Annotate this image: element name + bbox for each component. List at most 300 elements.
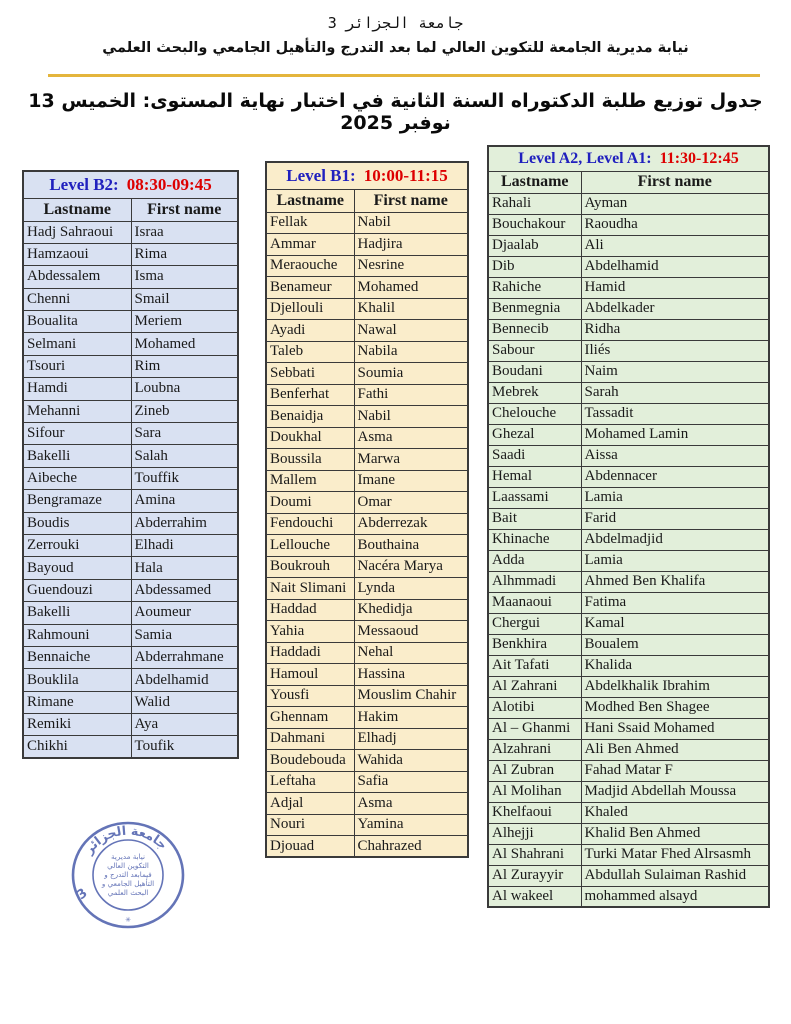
lastname-cell: Fendouchi: [266, 513, 354, 535]
firstname-cell: Hamid: [581, 277, 769, 298]
table-row: [488, 655, 769, 676]
column-header-firstname: First name: [131, 198, 238, 221]
firstname-cell: Nacéra Marya: [354, 556, 468, 578]
lastname-cell: Bennecib: [488, 319, 581, 340]
table-row: [266, 556, 468, 578]
table-row: [488, 676, 769, 697]
firstname-cell: Hadjira: [354, 234, 468, 256]
firstname-cell: Israa: [131, 221, 238, 243]
stamp-inner-line: التأهيل الجامعي و: [101, 879, 155, 888]
table-row: [488, 445, 769, 466]
table-row: [488, 403, 769, 424]
lastname-cell: Al Molihan: [488, 781, 581, 802]
table-row: [23, 266, 238, 288]
table-row: [488, 739, 769, 760]
table-title: [488, 146, 769, 171]
firstname-cell: Loubna: [131, 378, 238, 400]
lastname-cell: Benaidja: [266, 406, 354, 428]
table-title-row: [23, 171, 238, 198]
firstname-cell: Abdelhamid: [581, 256, 769, 277]
table-row: [266, 384, 468, 406]
lastname-cell: Benkhira: [488, 634, 581, 655]
column-header-row: [23, 198, 238, 221]
table-row: [23, 243, 238, 265]
table-row: [488, 361, 769, 382]
lastname-cell: Hamzaoui: [23, 243, 131, 265]
table-row: [266, 664, 468, 686]
table-row: [488, 298, 769, 319]
lastname-cell: Mehanni: [23, 400, 131, 422]
column-header-lastname: Lastname: [266, 189, 354, 212]
firstname-cell: Fatima: [581, 592, 769, 613]
lastname-cell: Rahiche: [488, 277, 581, 298]
firstname-cell: Nehal: [354, 642, 468, 664]
firstname-cell: mohammed alsayd: [581, 886, 769, 907]
firstname-cell: Nesrine: [354, 255, 468, 277]
table-row: [23, 669, 238, 691]
column-header-row: [488, 171, 769, 193]
stamp-inner-line: فيمابعد التدرج و: [104, 870, 152, 879]
table-row: [266, 212, 468, 234]
firstname-cell: Asma: [354, 427, 468, 449]
lastname-cell: Bennaiche: [23, 646, 131, 668]
firstname-cell: Khaled: [581, 802, 769, 823]
table-row: [266, 255, 468, 277]
table-row: [23, 714, 238, 736]
firstname-cell: Rima: [131, 243, 238, 265]
firstname-cell: Hakim: [354, 707, 468, 729]
firstname-cell: Ali Ben Ahmed: [581, 739, 769, 760]
lastname-cell: Bakelli: [23, 602, 131, 624]
time-label: 11:30-12:45: [659, 149, 739, 167]
university-name: جامعة الجزائر 3: [327, 14, 464, 32]
firstname-cell: Wahida: [354, 750, 468, 772]
lastname-cell: Taleb: [266, 341, 354, 363]
lastname-cell: Al wakeel: [488, 886, 581, 907]
table-row: [266, 836, 468, 858]
page-title: جدول توزيع طلبة الدكتوراه السنة الثانية في اختبار نهاية المستوى: الخميس 13 نوفبر 2025: [28, 90, 763, 134]
table-row: [488, 466, 769, 487]
firstname-cell: Farid: [581, 508, 769, 529]
table-row: [266, 621, 468, 643]
firstname-cell: Madjid Abdellah Moussa: [581, 781, 769, 802]
time-label: 08:30-09:45: [126, 174, 212, 194]
table-row: [266, 578, 468, 600]
firstname-cell: Mohamed Lamin: [581, 424, 769, 445]
firstname-cell: Tassadit: [581, 403, 769, 424]
lastname-cell: Leftaha: [266, 771, 354, 793]
firstname-cell: Hassina: [354, 664, 468, 686]
table-title-row: [488, 146, 769, 171]
table-row: [488, 487, 769, 508]
firstname-cell: Lynda: [354, 578, 468, 600]
table-row: [488, 760, 769, 781]
lastname-cell: Remiki: [23, 714, 131, 736]
table-row: [488, 613, 769, 634]
lastname-cell: Aibeche: [23, 467, 131, 489]
table-row: [488, 886, 769, 907]
table-row: [23, 445, 238, 467]
lastname-cell: Saadi: [488, 445, 581, 466]
firstname-cell: Bouthaina: [354, 535, 468, 557]
lastname-cell: Bakelli: [23, 445, 131, 467]
table-row: [266, 707, 468, 729]
table-row: [488, 844, 769, 865]
table-row: [266, 771, 468, 793]
firstname-cell: Nabil: [354, 212, 468, 234]
table-row: [266, 298, 468, 320]
lastname-cell: Sabour: [488, 340, 581, 361]
firstname-cell: Mohamed: [131, 333, 238, 355]
lastname-cell: Rimane: [23, 691, 131, 713]
lastname-cell: Haddad: [266, 599, 354, 621]
firstname-cell: Mouslim Chahir: [354, 685, 468, 707]
firstname-cell: Ridha: [581, 319, 769, 340]
lastname-cell: Alhejji: [488, 823, 581, 844]
firstname-cell: Walid: [131, 691, 238, 713]
firstname-cell: Ali: [581, 235, 769, 256]
firstname-cell: Khalid Ben Ahmed: [581, 823, 769, 844]
firstname-cell: Abdennacer: [581, 466, 769, 487]
firstname-cell: Marwa: [354, 449, 468, 471]
firstname-cell: Salah: [131, 445, 238, 467]
firstname-cell: Lamia: [581, 550, 769, 571]
lastname-cell: Hadj Sahraoui: [23, 221, 131, 243]
table-row: [488, 823, 769, 844]
table-row: [23, 378, 238, 400]
lastname-cell: Chenni: [23, 288, 131, 310]
table-row: [266, 449, 468, 471]
firstname-cell: Modhed Ben Shagee: [581, 697, 769, 718]
firstname-cell: Asma: [354, 793, 468, 815]
lastname-cell: Dahmani: [266, 728, 354, 750]
lastname-cell: Chelouche: [488, 403, 581, 424]
lastname-cell: Haddadi: [266, 642, 354, 664]
lastname-cell: Zerrouki: [23, 534, 131, 556]
table-row: [23, 624, 238, 646]
lastname-cell: Boualita: [23, 311, 131, 333]
table-row: [488, 718, 769, 739]
lastname-cell: Hemal: [488, 466, 581, 487]
table-row: [266, 320, 468, 342]
firstname-cell: Mohamed: [354, 277, 468, 299]
stamp-inner-line: البحث العلمي: [107, 888, 149, 897]
lastname-cell: Chikhi: [23, 736, 131, 758]
time-label: 10:00-11:15: [363, 165, 448, 185]
firstname-cell: Toufik: [131, 736, 238, 758]
lastname-cell: Boudani: [488, 361, 581, 382]
firstname-cell: Elhadj: [354, 728, 468, 750]
level-label: Level B2:: [49, 174, 119, 194]
lastname-cell: Abdessalem: [23, 266, 131, 288]
table-row: [23, 579, 238, 601]
table-row: [266, 492, 468, 514]
lastname-cell: Rahmouni: [23, 624, 131, 646]
lastname-cell: Fellak: [266, 212, 354, 234]
table-title: [266, 162, 468, 189]
firstname-cell: Imane: [354, 470, 468, 492]
table-row: [23, 355, 238, 377]
stamp-ring-text: جامعة الجزائر: [80, 822, 171, 857]
lastname-cell: Lellouche: [266, 535, 354, 557]
firstname-cell: Nabil: [354, 406, 468, 428]
table-row: [266, 728, 468, 750]
firstname-cell: Abderrahmane: [131, 646, 238, 668]
lastname-cell: Alhmmadi: [488, 571, 581, 592]
table-row: [266, 535, 468, 557]
firstname-cell: Sara: [131, 423, 238, 445]
lastname-cell: Djellouli: [266, 298, 354, 320]
table-title: [23, 171, 238, 198]
firstname-cell: Nabila: [354, 341, 468, 363]
table-row: [266, 363, 468, 385]
table-row: [23, 557, 238, 579]
lastname-cell: Benferhat: [266, 384, 354, 406]
firstname-cell: Khalil: [354, 298, 468, 320]
firstname-cell: Safia: [354, 771, 468, 793]
firstname-cell: Samia: [131, 624, 238, 646]
table-row: [266, 814, 468, 836]
firstname-cell: Elhadi: [131, 534, 238, 556]
firstname-cell: Abdelhamid: [131, 669, 238, 691]
table-row: [266, 277, 468, 299]
table-row: [488, 550, 769, 571]
table-row: [266, 685, 468, 707]
firstname-cell: Meriem: [131, 311, 238, 333]
table-row: [488, 571, 769, 592]
lastname-cell: Hamoul: [266, 664, 354, 686]
lastname-cell: Guendouzi: [23, 579, 131, 601]
lastname-cell: Yahia: [266, 621, 354, 643]
lastname-cell: Yousfi: [266, 685, 354, 707]
table-row: [23, 512, 238, 534]
table-row: [23, 423, 238, 445]
lastname-cell: Boussila: [266, 449, 354, 471]
lastname-cell: Al Zubran: [488, 760, 581, 781]
table-row: [488, 865, 769, 886]
firstname-cell: Soumia: [354, 363, 468, 385]
table-row: [23, 467, 238, 489]
table-row: [23, 490, 238, 512]
table-row: [488, 781, 769, 802]
table-row: [23, 602, 238, 624]
table-row: [488, 256, 769, 277]
firstname-cell: Fahad Matar F: [581, 760, 769, 781]
lastname-cell: Bouchakour: [488, 214, 581, 235]
table-row: [23, 736, 238, 758]
header-divider: [48, 74, 760, 77]
firstname-cell: Abdelkader: [581, 298, 769, 319]
firstname-cell: Hani Ssaid Mohamed: [581, 718, 769, 739]
lastname-cell: Ait Tafati: [488, 655, 581, 676]
table-row: [488, 592, 769, 613]
firstname-cell: Kamal: [581, 613, 769, 634]
lastname-cell: Mebrek: [488, 382, 581, 403]
lastname-cell: Al – Ghanmi: [488, 718, 581, 739]
stamp-inner-line: التكوين العالي: [107, 861, 149, 870]
table-row: [23, 400, 238, 422]
table-row: [23, 646, 238, 668]
firstname-cell: Ayman: [581, 193, 769, 214]
table-row: [266, 234, 468, 256]
firstname-cell: Abdelkhalik Ibrahim: [581, 676, 769, 697]
table-row: [23, 311, 238, 333]
column-header-firstname: First name: [354, 189, 468, 212]
page-header: [0, 14, 791, 56]
table-row: [23, 534, 238, 556]
lastname-cell: Adjal: [266, 793, 354, 815]
firstname-cell: Ahmed Ben Khalifa: [581, 571, 769, 592]
lastname-cell: Rahali: [488, 193, 581, 214]
table-row: [23, 288, 238, 310]
lastname-cell: Bait: [488, 508, 581, 529]
lastname-cell: Khinache: [488, 529, 581, 550]
lastname-cell: Al Zahrani: [488, 676, 581, 697]
lastname-cell: Hamdi: [23, 378, 131, 400]
level-label: Level A2, Level A1:: [518, 149, 652, 167]
table-row: [266, 427, 468, 449]
table-row: [23, 221, 238, 243]
firstname-cell: Abderrezak: [354, 513, 468, 535]
firstname-cell: Khedidja: [354, 599, 468, 621]
lastname-cell: Bengramaze: [23, 490, 131, 512]
lastname-cell: Ammar: [266, 234, 354, 256]
lastname-cell: Djouad: [266, 836, 354, 858]
column-header-firstname: First name: [581, 171, 769, 193]
firstname-cell: Fathi: [354, 384, 468, 406]
firstname-cell: Yamina: [354, 814, 468, 836]
firstname-cell: Abderrahim: [131, 512, 238, 534]
lastname-cell: Nouri: [266, 814, 354, 836]
lastname-cell: Alotibi: [488, 697, 581, 718]
lastname-cell: Boudis: [23, 512, 131, 534]
table-row: [266, 599, 468, 621]
table-row: [266, 470, 468, 492]
table-row: [488, 340, 769, 361]
firstname-cell: Nawal: [354, 320, 468, 342]
stamp-inner-line: نيابة مديرية: [111, 852, 145, 861]
table-row: [488, 319, 769, 340]
lastname-cell: Al Shahrani: [488, 844, 581, 865]
firstname-cell: Turki Matar Fhed Alrsasmh: [581, 844, 769, 865]
firstname-cell: Rim: [131, 355, 238, 377]
table-row: [488, 424, 769, 445]
lastname-cell: Khelfaoui: [488, 802, 581, 823]
table-row: [488, 277, 769, 298]
table-row: [488, 529, 769, 550]
lastname-cell: Adda: [488, 550, 581, 571]
table-row: [488, 508, 769, 529]
firstname-cell: Smail: [131, 288, 238, 310]
firstname-cell: Chahrazed: [354, 836, 468, 858]
table-row: [23, 333, 238, 355]
firstname-cell: Naim: [581, 361, 769, 382]
lastname-cell: Bouklila: [23, 669, 131, 691]
firstname-cell: Messaoud: [354, 621, 468, 643]
lastname-cell: Dib: [488, 256, 581, 277]
firstname-cell: Aissa: [581, 445, 769, 466]
table-row: [488, 634, 769, 655]
table-row: [488, 802, 769, 823]
department-line: نيابة مديرية الجامعة للتكوين العالي لما بعد التدرج والتأهيل الجامعي والبحث العلمي: [102, 40, 689, 56]
lastname-cell: Benameur: [266, 277, 354, 299]
lastname-cell: Maanaoui: [488, 592, 581, 613]
firstname-cell: Touffik: [131, 467, 238, 489]
lastname-cell: Al Zurayyir: [488, 865, 581, 886]
level-label: Level B1:: [286, 165, 356, 185]
firstname-cell: Hala: [131, 557, 238, 579]
firstname-cell: Raoudha: [581, 214, 769, 235]
firstname-cell: Abdullah Sulaiman Rashid: [581, 865, 769, 886]
firstname-cell: Aya: [131, 714, 238, 736]
firstname-cell: Abdelmadjid: [581, 529, 769, 550]
firstname-cell: Lamia: [581, 487, 769, 508]
table-row: [266, 406, 468, 428]
level-b1-table: [265, 161, 469, 858]
table-title-row: [266, 162, 468, 189]
table-row: [266, 341, 468, 363]
lastname-cell: Tsouri: [23, 355, 131, 377]
lastname-cell: Boudebouda: [266, 750, 354, 772]
lastname-cell: Ghezal: [488, 424, 581, 445]
table-row: [488, 235, 769, 256]
stamp-star-icon: ✳: [125, 916, 131, 924]
column-header-lastname: Lastname: [23, 198, 131, 221]
stamp-number: 3: [74, 885, 91, 904]
table-row: [488, 193, 769, 214]
firstname-cell: Aoumeur: [131, 602, 238, 624]
lastname-cell: Boukrouh: [266, 556, 354, 578]
table-row: [23, 691, 238, 713]
firstname-cell: Sarah: [581, 382, 769, 403]
lastname-cell: Laassami: [488, 487, 581, 508]
lastname-cell: Mallem: [266, 470, 354, 492]
table-row: [266, 793, 468, 815]
lastname-cell: Alzahrani: [488, 739, 581, 760]
table-row: [266, 642, 468, 664]
firstname-cell: Khalida: [581, 655, 769, 676]
university-stamp-icon: [68, 818, 188, 934]
table-row: [488, 214, 769, 235]
lastname-cell: Nait Slimani: [266, 578, 354, 600]
lastname-cell: Meraouche: [266, 255, 354, 277]
firstname-cell: Isma: [131, 266, 238, 288]
lastname-cell: Ayadi: [266, 320, 354, 342]
table-row: [488, 697, 769, 718]
lastname-cell: Doukhal: [266, 427, 354, 449]
lastname-cell: Sebbati: [266, 363, 354, 385]
level-a2-a1-table: [487, 145, 770, 908]
firstname-cell: Zineb: [131, 400, 238, 422]
lastname-cell: Doumi: [266, 492, 354, 514]
table-row: [266, 750, 468, 772]
firstname-cell: Iliés: [581, 340, 769, 361]
table-row: [488, 382, 769, 403]
firstname-cell: Amina: [131, 490, 238, 512]
lastname-cell: Djaalab: [488, 235, 581, 256]
column-header-row: [266, 189, 468, 212]
firstname-cell: Omar: [354, 492, 468, 514]
lastname-cell: Chergui: [488, 613, 581, 634]
lastname-cell: Ghennam: [266, 707, 354, 729]
column-header-lastname: Lastname: [488, 171, 581, 193]
lastname-cell: Bayoud: [23, 557, 131, 579]
lastname-cell: Sifour: [23, 423, 131, 445]
level-b2-table: [22, 170, 239, 759]
table-row: [266, 513, 468, 535]
firstname-cell: Abdessamed: [131, 579, 238, 601]
firstname-cell: Boualem: [581, 634, 769, 655]
